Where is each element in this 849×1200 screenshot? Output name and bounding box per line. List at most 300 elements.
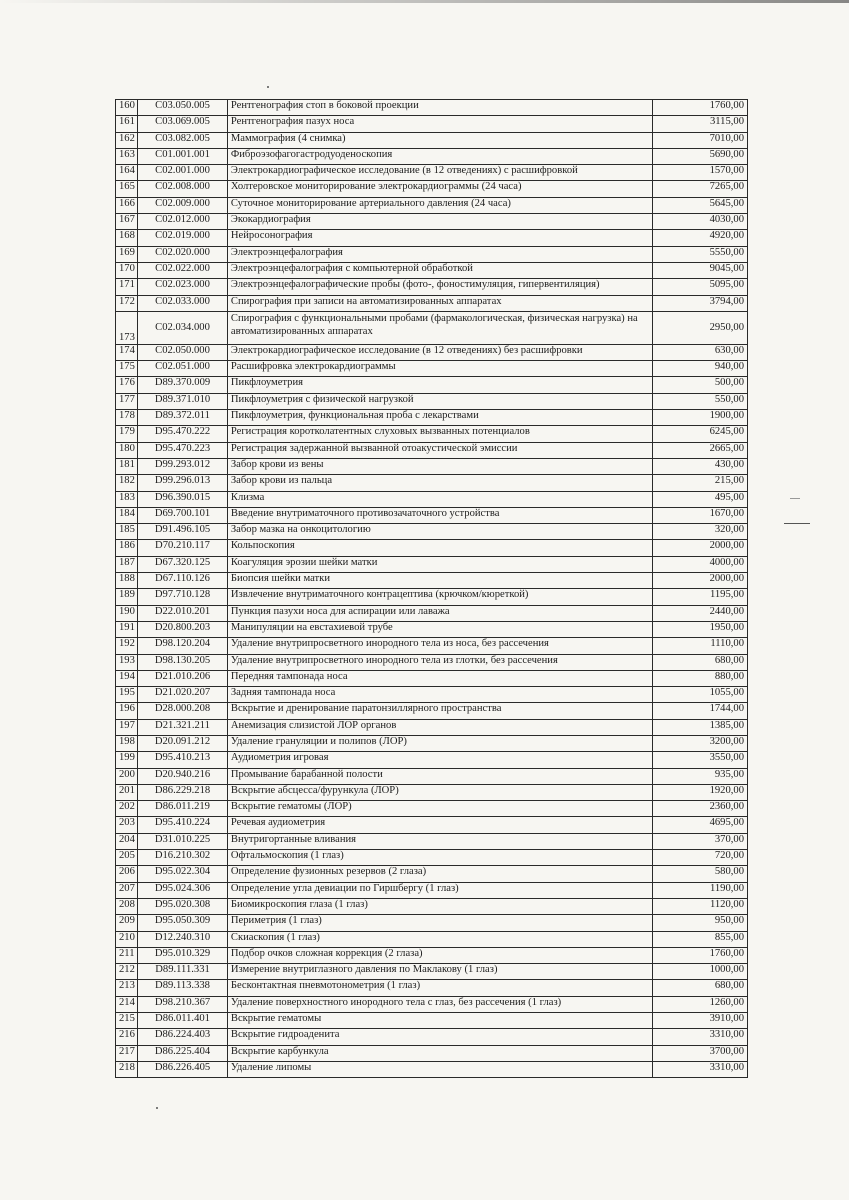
service-name: Спирография при записи на автоматизированных аппаратах [227, 295, 652, 311]
service-price: 1744,00 [653, 703, 748, 719]
service-name: Удаление грануляции и полипов (ЛОР) [227, 735, 652, 751]
service-price: 935,00 [653, 768, 748, 784]
service-name: Забор мазка на онкоцитологию [227, 524, 652, 540]
table-row [116, 230, 748, 246]
table-row [116, 262, 748, 278]
service-code: D21.020.207 [138, 687, 228, 703]
row-number: 165 [116, 181, 138, 197]
service-code: D96.390.015 [138, 491, 228, 507]
row-number: 213 [116, 980, 138, 996]
service-name: Электроэнцефалография с компьютерной обработкой [227, 262, 652, 278]
service-price: 1385,00 [653, 719, 748, 735]
service-code: D95.470.223 [138, 442, 228, 458]
row-number: 178 [116, 410, 138, 426]
row-number: 184 [116, 507, 138, 523]
table-row [116, 311, 748, 344]
row-number: 206 [116, 866, 138, 882]
table-row [116, 458, 748, 474]
service-code: C02.001.000 [138, 165, 228, 181]
service-name: Периметрия (1 глаз) [227, 915, 652, 931]
service-code: C02.019.000 [138, 230, 228, 246]
service-name: Вскрытие гематомы (ЛОР) [227, 801, 652, 817]
service-name: Манипуляции на евстахиевой трубе [227, 621, 652, 637]
service-price: 940,00 [653, 361, 748, 377]
service-price: 4030,00 [653, 214, 748, 230]
service-name: Подбор очков сложная коррекция (2 глаза) [227, 947, 652, 963]
table-row [116, 752, 748, 768]
table-row [116, 197, 748, 213]
row-number: 168 [116, 230, 138, 246]
row-number: 161 [116, 116, 138, 132]
table-row [116, 605, 748, 621]
service-name: Вскрытие гидроаденита [227, 1029, 652, 1045]
row-number: 217 [116, 1045, 138, 1061]
service-price: 1000,00 [653, 964, 748, 980]
row-number: 218 [116, 1061, 138, 1077]
service-price: 680,00 [653, 980, 748, 996]
service-code: D86.226.405 [138, 1061, 228, 1077]
service-name: Рентгенография стоп в боковой проекции [227, 100, 652, 116]
table-row [116, 801, 748, 817]
service-name: Кольпоскопия [227, 540, 652, 556]
service-price: 1950,00 [653, 621, 748, 637]
service-price: 430,00 [653, 458, 748, 474]
scan-mark [790, 498, 800, 499]
service-name: Определение фузионных резервов (2 глаза) [227, 866, 652, 882]
service-price: 3550,00 [653, 752, 748, 768]
row-number: 172 [116, 295, 138, 311]
row-number: 187 [116, 556, 138, 572]
service-price: 1920,00 [653, 784, 748, 800]
service-price: 4695,00 [653, 817, 748, 833]
service-name: Удаление липомы [227, 1061, 652, 1077]
service-code: D89.113.338 [138, 980, 228, 996]
service-code: C02.022.000 [138, 262, 228, 278]
table-row [116, 768, 748, 784]
row-number: 185 [116, 524, 138, 540]
service-name: Нейросонография [227, 230, 652, 246]
table-row [116, 1045, 748, 1061]
service-name: Вскрытие карбункула [227, 1045, 652, 1061]
service-code: C02.008.000 [138, 181, 228, 197]
service-code: D95.050.309 [138, 915, 228, 931]
table-row [116, 670, 748, 686]
service-name: Забор крови из вены [227, 458, 652, 474]
service-code: D86.224.403 [138, 1029, 228, 1045]
service-price: 5645,00 [653, 197, 748, 213]
service-code: C02.020.000 [138, 246, 228, 262]
table-row [116, 361, 748, 377]
service-name: Экокардиография [227, 214, 652, 230]
row-number: 209 [116, 915, 138, 931]
row-number: 208 [116, 898, 138, 914]
service-name: Вскрытие и дренирование паратонзиллярного пространства [227, 703, 652, 719]
service-code: D70.210.117 [138, 540, 228, 556]
table-row [116, 850, 748, 866]
scan-edge-line [0, 0, 849, 3]
table-row [116, 589, 748, 605]
service-code: D22.010.201 [138, 605, 228, 621]
service-code: D98.210.367 [138, 996, 228, 1012]
service-code: D89.372.011 [138, 410, 228, 426]
service-name: Бесконтактная пневмотонометрия (1 глаз) [227, 980, 652, 996]
row-number: 164 [116, 165, 138, 181]
table-row [116, 719, 748, 735]
service-price: 1570,00 [653, 165, 748, 181]
table-row [116, 817, 748, 833]
table-row [116, 475, 748, 491]
service-code: D69.700.101 [138, 507, 228, 523]
service-code: D98.130.205 [138, 654, 228, 670]
table-row [116, 687, 748, 703]
service-name: Биомикроскопия глаза (1 глаз) [227, 898, 652, 914]
row-number: 194 [116, 670, 138, 686]
service-price: 2360,00 [653, 801, 748, 817]
service-price: 3700,00 [653, 1045, 748, 1061]
service-code: D67.320.125 [138, 556, 228, 572]
service-code: D28.000.208 [138, 703, 228, 719]
service-name: Удаление поверхностного инородного тела с глаз, без рассечения (1 глаз) [227, 996, 652, 1012]
service-name: Речевая аудиометрия [227, 817, 652, 833]
row-number: 203 [116, 817, 138, 833]
service-code: D86.229.218 [138, 784, 228, 800]
row-number: 182 [116, 475, 138, 491]
row-number: 204 [116, 833, 138, 849]
service-name: Пункция пазухи носа для аспирации или лаважа [227, 605, 652, 621]
service-price: 2000,00 [653, 573, 748, 589]
service-code: D95.022.304 [138, 866, 228, 882]
service-price: 9045,00 [653, 262, 748, 278]
service-price: 3794,00 [653, 295, 748, 311]
table-row [116, 377, 748, 393]
table-row [116, 393, 748, 409]
row-number: 216 [116, 1029, 138, 1045]
service-code: D20.940.216 [138, 768, 228, 784]
table-row [116, 703, 748, 719]
table-row [116, 915, 748, 931]
service-price: 580,00 [653, 866, 748, 882]
row-number: 166 [116, 197, 138, 213]
table-row [116, 964, 748, 980]
row-number: 186 [116, 540, 138, 556]
table-row [116, 165, 748, 181]
service-name: Спирография с функциональными пробами (фармакологическая, физическая нагрузка) на автоматизированных аппаратах [227, 311, 652, 344]
table-row [116, 1029, 748, 1045]
service-price: 2950,00 [653, 311, 748, 344]
table-row [116, 980, 748, 996]
service-code: C02.033.000 [138, 295, 228, 311]
service-code: C02.034.000 [138, 311, 228, 344]
row-number: 214 [116, 996, 138, 1012]
service-price: 3200,00 [653, 735, 748, 751]
table-row [116, 181, 748, 197]
service-code: D95.024.306 [138, 882, 228, 898]
service-code: D67.110.126 [138, 573, 228, 589]
service-price: 680,00 [653, 654, 748, 670]
service-price: 5690,00 [653, 148, 748, 164]
service-price: 7265,00 [653, 181, 748, 197]
row-number: 179 [116, 426, 138, 442]
service-name: Передняя тампонада носа [227, 670, 652, 686]
service-price: 1195,00 [653, 589, 748, 605]
service-name: Электроэнцефалографические пробы (фото-, фоностимуляция, гипервентиляция) [227, 279, 652, 295]
service-name: Регистрация коротколатентных слуховых вызванных потенциалов [227, 426, 652, 442]
service-code: D98.120.204 [138, 638, 228, 654]
service-price: 1760,00 [653, 100, 748, 116]
row-number: 196 [116, 703, 138, 719]
row-number: 183 [116, 491, 138, 507]
service-name: Аудиометрия игровая [227, 752, 652, 768]
service-price: 1055,00 [653, 687, 748, 703]
table-row [116, 996, 748, 1012]
service-code: D95.470.222 [138, 426, 228, 442]
table-row [116, 442, 748, 458]
scan-speck [267, 86, 269, 88]
service-name: Измерение внутриглазного давления по Маклакову (1 глаз) [227, 964, 652, 980]
service-name: Внутригортанные вливания [227, 833, 652, 849]
service-name: Пикфлоуметрия, функциональная проба с лекарствами [227, 410, 652, 426]
table-row [116, 931, 748, 947]
service-name: Расшифровка электрокардиограммы [227, 361, 652, 377]
row-number: 169 [116, 246, 138, 262]
row-number: 193 [116, 654, 138, 670]
table-row [116, 148, 748, 164]
row-number: 175 [116, 361, 138, 377]
service-name: Биопсия шейки матки [227, 573, 652, 589]
service-code: D99.293.012 [138, 458, 228, 474]
service-name: Удаление внутрипросветного инородного тела из носа, без рассечения [227, 638, 652, 654]
table-row [116, 621, 748, 637]
row-number: 212 [116, 964, 138, 980]
service-code: C02.023.000 [138, 279, 228, 295]
service-name: Электрокардиографическое исследование (в 12 отведениях) с расшифровкой [227, 165, 652, 181]
service-name: Холтеровское мониторирование электрокардиограммы (24 часа) [227, 181, 652, 197]
service-price: 500,00 [653, 377, 748, 393]
service-price: 3310,00 [653, 1061, 748, 1077]
service-price: 4920,00 [653, 230, 748, 246]
scan-speck [156, 1107, 158, 1109]
row-number: 188 [116, 573, 138, 589]
service-price: 1260,00 [653, 996, 748, 1012]
row-number: 163 [116, 148, 138, 164]
service-name: Анемизация слизистой ЛОР органов [227, 719, 652, 735]
service-code: D20.091.212 [138, 735, 228, 751]
row-number: 173 [116, 311, 138, 344]
service-price: 3910,00 [653, 1013, 748, 1029]
service-code: D86.011.401 [138, 1013, 228, 1029]
table-row [116, 882, 748, 898]
table-row [116, 540, 748, 556]
row-number: 181 [116, 458, 138, 474]
row-number: 210 [116, 931, 138, 947]
service-name: Суточное мониторирование артериального давления (24 часа) [227, 197, 652, 213]
service-price: 7010,00 [653, 132, 748, 148]
service-price: 720,00 [653, 850, 748, 866]
service-code: C02.051.000 [138, 361, 228, 377]
table-row [116, 295, 748, 311]
table-row [116, 100, 748, 116]
service-price: 6245,00 [653, 426, 748, 442]
service-price: 2440,00 [653, 605, 748, 621]
row-number: 162 [116, 132, 138, 148]
service-code: C02.012.000 [138, 214, 228, 230]
row-number: 205 [116, 850, 138, 866]
table-row [116, 638, 748, 654]
row-number: 200 [116, 768, 138, 784]
service-price: 495,00 [653, 491, 748, 507]
service-price: 855,00 [653, 931, 748, 947]
scan-mark [784, 523, 810, 524]
service-name: Промывание барабанной полости [227, 768, 652, 784]
table-row [116, 410, 748, 426]
service-price: 5095,00 [653, 279, 748, 295]
service-code: D12.240.310 [138, 931, 228, 947]
table-row [116, 116, 748, 132]
table-row [116, 573, 748, 589]
service-code: C03.069.005 [138, 116, 228, 132]
service-price: 1900,00 [653, 410, 748, 426]
table-row [116, 866, 748, 882]
service-price: 630,00 [653, 344, 748, 360]
row-number: 180 [116, 442, 138, 458]
service-name: Маммография (4 снимка) [227, 132, 652, 148]
row-number: 171 [116, 279, 138, 295]
row-number: 202 [116, 801, 138, 817]
service-code: D86.225.404 [138, 1045, 228, 1061]
service-price: 370,00 [653, 833, 748, 849]
service-code: D97.710.128 [138, 589, 228, 605]
service-price: 4000,00 [653, 556, 748, 572]
service-price: 950,00 [653, 915, 748, 931]
service-name: Пикфлоуметрия [227, 377, 652, 393]
row-number: 160 [116, 100, 138, 116]
service-code: D86.011.219 [138, 801, 228, 817]
service-code: D89.111.331 [138, 964, 228, 980]
service-price: 3310,00 [653, 1029, 748, 1045]
table-row [116, 214, 748, 230]
service-code: D89.371.010 [138, 393, 228, 409]
service-code: D20.800.203 [138, 621, 228, 637]
row-number: 195 [116, 687, 138, 703]
price-list-table [115, 99, 748, 1078]
service-code: C03.082.005 [138, 132, 228, 148]
service-name: Рентгенография пазух носа [227, 116, 652, 132]
row-number: 170 [116, 262, 138, 278]
service-name: Электрокардиографическое исследование (в 12 отведениях) без расшифровки [227, 344, 652, 360]
service-code: D99.296.013 [138, 475, 228, 491]
service-price: 1110,00 [653, 638, 748, 654]
service-name: Клизма [227, 491, 652, 507]
service-name: Офтальмоскопия (1 глаз) [227, 850, 652, 866]
service-name: Вскрытие гематомы [227, 1013, 652, 1029]
table-row [116, 507, 748, 523]
table-row [116, 947, 748, 963]
row-number: 207 [116, 882, 138, 898]
table-row [116, 524, 748, 540]
table-row [116, 784, 748, 800]
service-price: 880,00 [653, 670, 748, 686]
service-name: Пикфлоуметрия с физической нагрузкой [227, 393, 652, 409]
row-number: 176 [116, 377, 138, 393]
service-price: 3115,00 [653, 116, 748, 132]
service-name: Введение внутриматочного противозачаточного устройства [227, 507, 652, 523]
table-row [116, 246, 748, 262]
price-list-body [116, 100, 748, 1078]
service-price: 215,00 [653, 475, 748, 491]
table-row [116, 556, 748, 572]
service-price: 5550,00 [653, 246, 748, 262]
row-number: 167 [116, 214, 138, 230]
row-number: 211 [116, 947, 138, 963]
service-code: C03.050.005 [138, 100, 228, 116]
service-name: Вскрытие абсцесса/фурункула (ЛОР) [227, 784, 652, 800]
service-code: D95.410.213 [138, 752, 228, 768]
service-code: D31.010.225 [138, 833, 228, 849]
service-name: Фиброэзофагогастродуоденоскопия [227, 148, 652, 164]
table-row [116, 833, 748, 849]
service-name: Регистрация задержанной вызванной отоакустической эмиссии [227, 442, 652, 458]
service-code: D95.410.224 [138, 817, 228, 833]
service-price: 2000,00 [653, 540, 748, 556]
service-code: C02.009.000 [138, 197, 228, 213]
row-number: 197 [116, 719, 138, 735]
service-name: Коагуляция эрозии шейки матки [227, 556, 652, 572]
service-name: Извлечение внутриматочного контрацептива (крючком/кюреткой) [227, 589, 652, 605]
service-code: D95.010.329 [138, 947, 228, 963]
table-row [116, 132, 748, 148]
row-number: 199 [116, 752, 138, 768]
row-number: 191 [116, 621, 138, 637]
table-row [116, 426, 748, 442]
table-row [116, 491, 748, 507]
service-name: Определение угла девиации по Гиршбергу (1 глаз) [227, 882, 652, 898]
service-name: Электроэнцефалография [227, 246, 652, 262]
table-row [116, 1013, 748, 1029]
row-number: 177 [116, 393, 138, 409]
service-price: 1190,00 [653, 882, 748, 898]
row-number: 192 [116, 638, 138, 654]
service-code: D89.370.009 [138, 377, 228, 393]
table-row [116, 654, 748, 670]
service-price: 1760,00 [653, 947, 748, 963]
row-number: 189 [116, 589, 138, 605]
table-row [116, 279, 748, 295]
row-number: 190 [116, 605, 138, 621]
service-price: 2665,00 [653, 442, 748, 458]
service-code: D21.010.206 [138, 670, 228, 686]
service-name: Задняя тампонада носа [227, 687, 652, 703]
service-code: D21.321.211 [138, 719, 228, 735]
service-name: Забор крови из пальца [227, 475, 652, 491]
service-code: D91.496.105 [138, 524, 228, 540]
service-code: C01.001.001 [138, 148, 228, 164]
service-price: 550,00 [653, 393, 748, 409]
service-price: 1120,00 [653, 898, 748, 914]
row-number: 201 [116, 784, 138, 800]
service-name: Скиаскопия (1 глаз) [227, 931, 652, 947]
table-row [116, 735, 748, 751]
service-name: Удаление внутрипросветного инородного тела из глотки, без рассечения [227, 654, 652, 670]
service-code: C02.050.000 [138, 344, 228, 360]
service-price: 1670,00 [653, 507, 748, 523]
service-code: D16.210.302 [138, 850, 228, 866]
table-row [116, 898, 748, 914]
row-number: 198 [116, 735, 138, 751]
row-number: 215 [116, 1013, 138, 1029]
table-row [116, 1061, 748, 1077]
table-row [116, 344, 748, 360]
service-price: 320,00 [653, 524, 748, 540]
